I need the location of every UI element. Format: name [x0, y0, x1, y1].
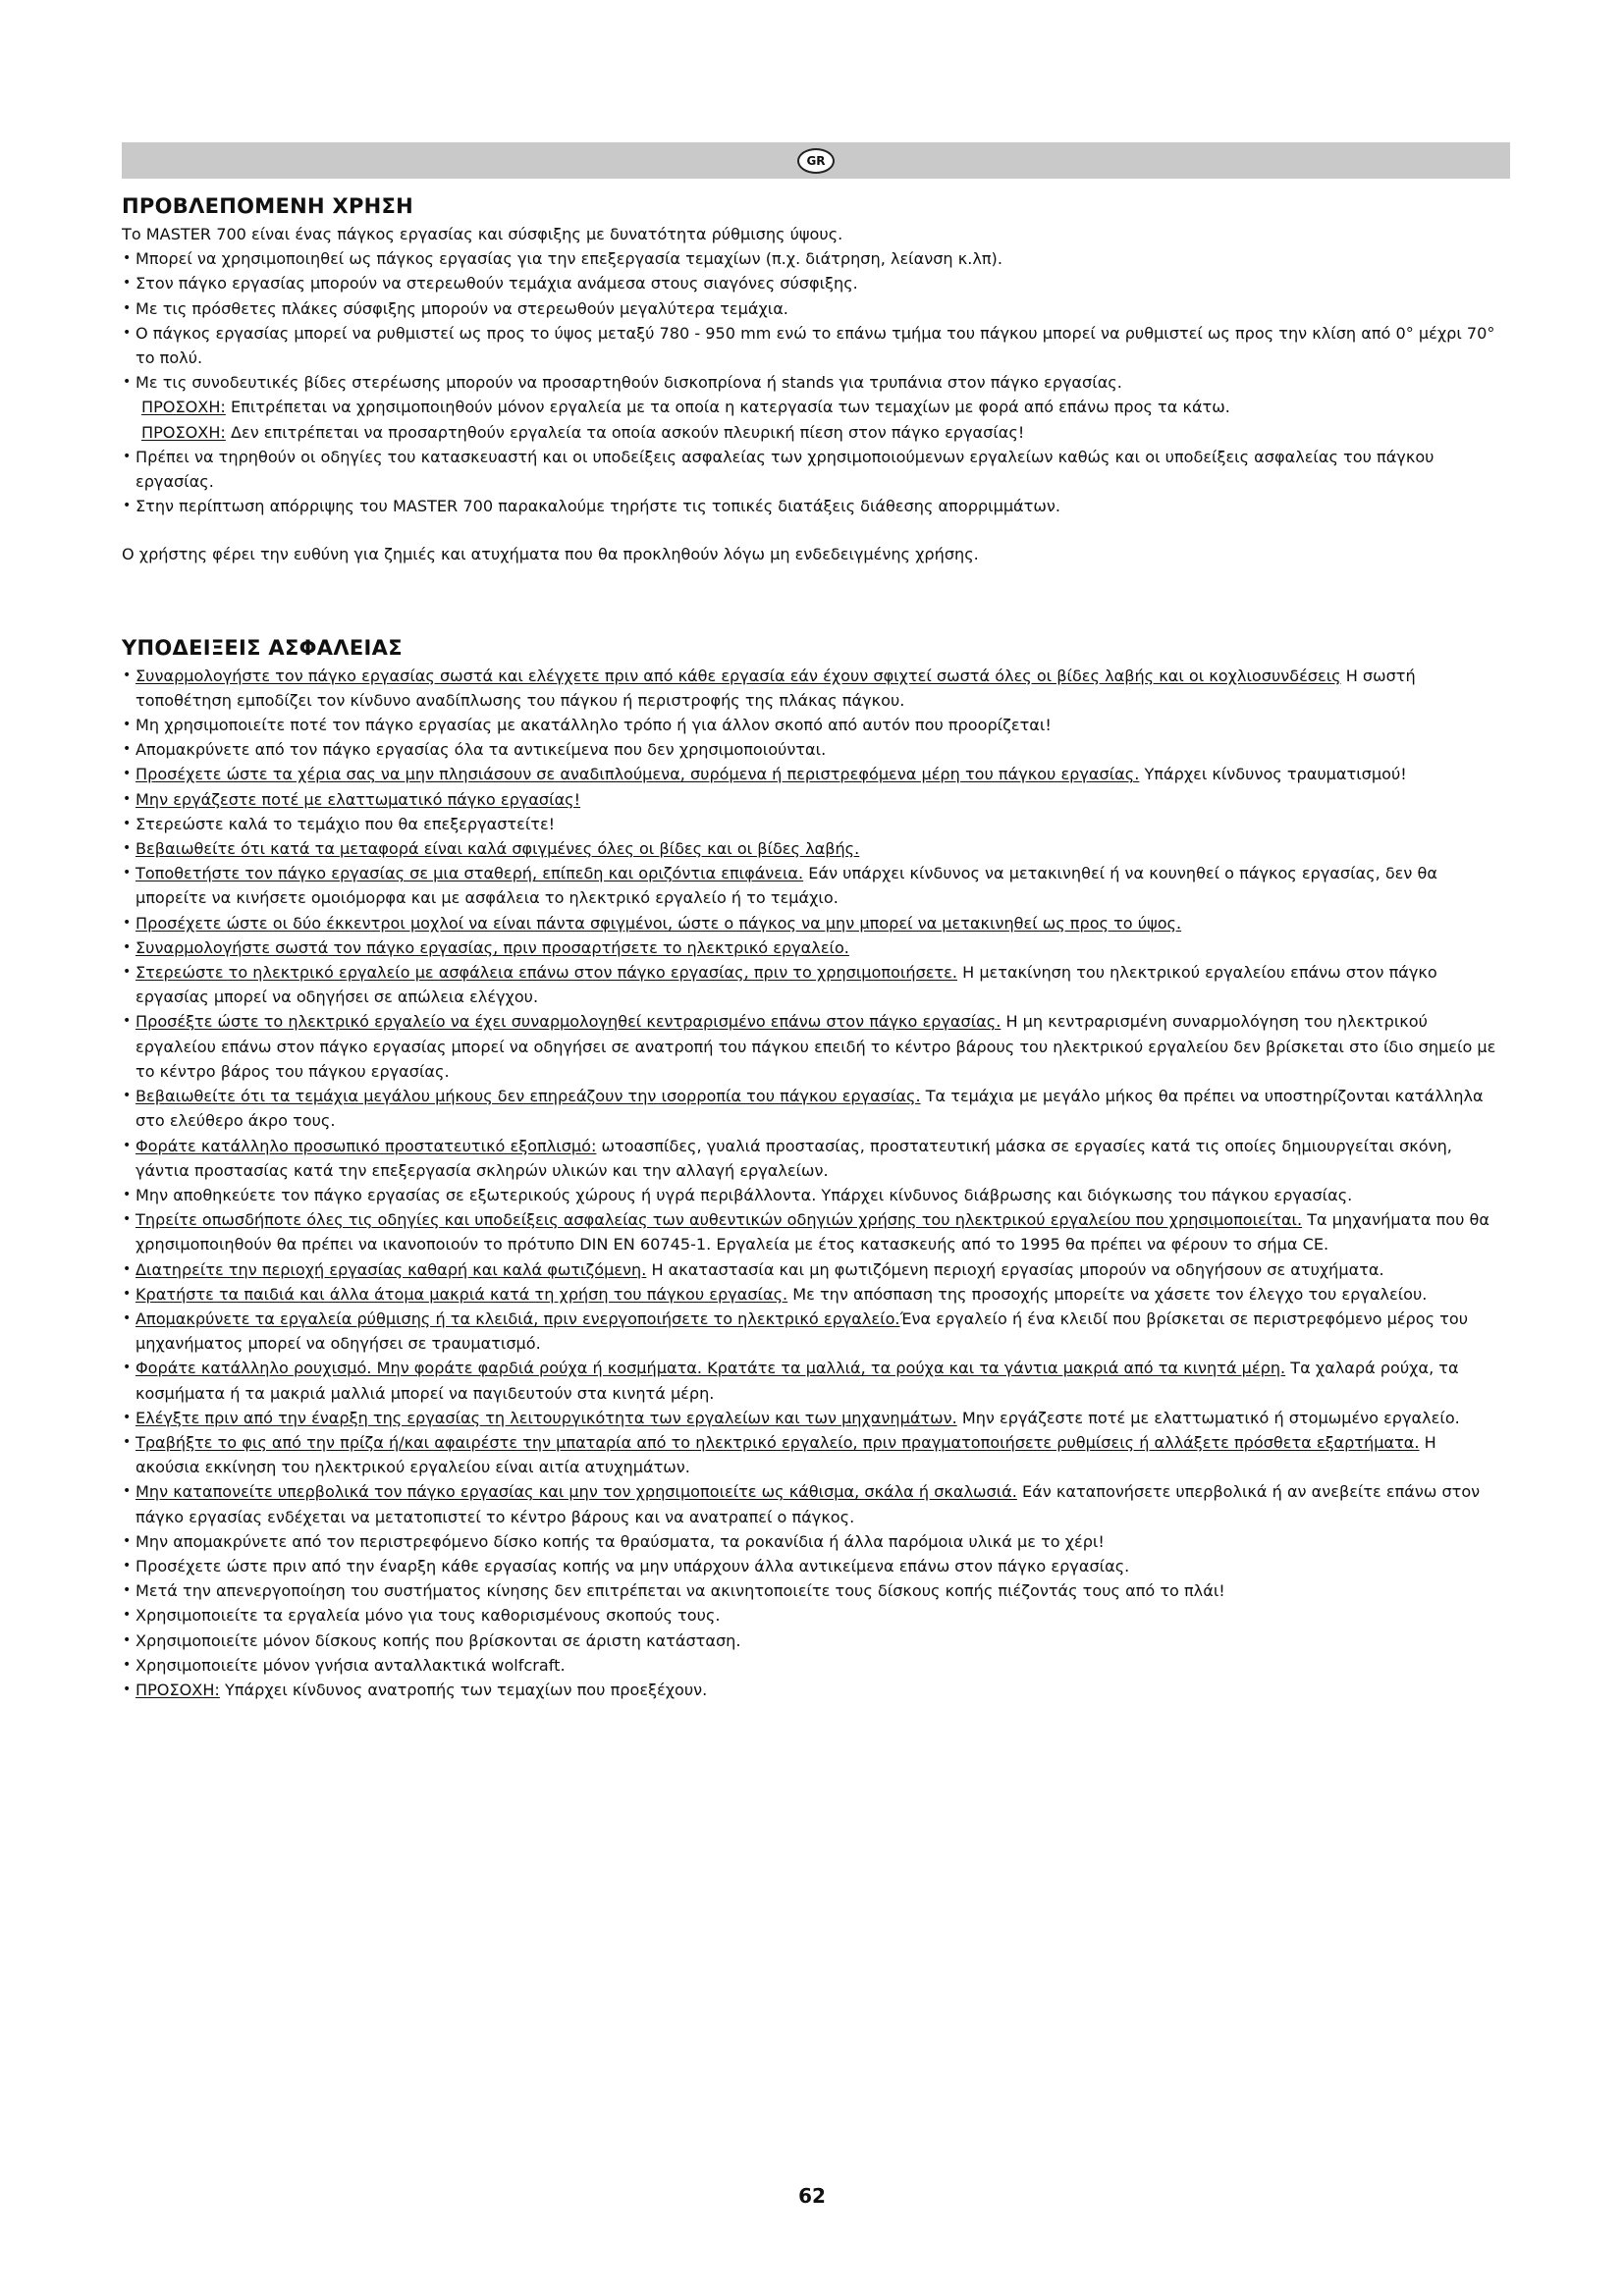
- section-title-safety: ΥΠΟΔΕΙΞΕΙΣ ΑΣΦΑΛΕΙΑΣ: [122, 635, 403, 660]
- safety-item-emphasis: Μην καταπονείτε υπερβολικά τον πάγκο εργασίας και μην τον χρησιμοποιείτε ως κάθισμα, σκάλα ή σκαλωσιά.: [135, 1482, 1017, 1502]
- safety-item-text: Τα τεμάχια με μεγάλο μήκος θα πρέπει να υποστηρίζονται κατάλληλα στο ελεύθερο άκρο τους.: [135, 1087, 1484, 1131]
- safety-item: [122, 1629, 1504, 1653]
- safety-item-text: Τα μηχανήματα που θα χρησιμοποιηθούν θα πρέπει να ικανοποιούν το πρότυπο DIN EN 60745-1. Εργαλεία με έτος κατασκευής από το 1995 θα πρέπει να φέρουν το σήμα CE.: [135, 1210, 1489, 1255]
- safety-item: [122, 1653, 1504, 1678]
- list-item: • Στην περίπτωση απόρριψης του MASTER 700 παρακαλούμε τηρήστε τις τοπικές διατάξεις διάθεσης απορριμμάτων.: [122, 494, 1504, 518]
- safety-item: [122, 812, 1504, 836]
- safety-item-emphasis: Βεβαιωθείτε ότι κατά τα μεταφορά είναι καλά σφιγμένες όλες οι βίδες και οι βίδες λαβής.: [135, 839, 860, 859]
- safety-item-text: Μην αποθηκεύετε τον πάγκο εργασίας σε εξωτερικούς χώρους ή υγρά περιβάλλοντα. Υπάρχει κίνδυνος διάβρωσης και διόγκωσης του πάγκου εργασίας.: [135, 1185, 1353, 1204]
- safety-item-text: Η μη κεντραρισμένη συναρμολόγηση του ηλεκτρικού εργαλείου επάνω στον πάγκο εργασίας μπορεί να οδηγήσει σε ανατροπή του πάγκου επειδή το κέντρο βάρους του ηλεκτρικού εργαλείου δεν βρίσκεται στο ίδιο σημείο με το κέντρο βάρος του πάγκου εργασίας.: [135, 1012, 1496, 1081]
- safety-item: [122, 664, 1504, 713]
- safety-item-emphasis: ΠΡΟΣΟΧΗ:: [135, 1680, 220, 1699]
- safety-item: [122, 1207, 1504, 1256]
- safety-item: [122, 713, 1504, 737]
- safety-item: [122, 911, 1504, 935]
- safety-item-text: Η ακαταστασία και μη φωτιζόμενη περιοχή εργασίας μπορούν να οδηγήσουν σε ατυχήματα.: [646, 1259, 1384, 1279]
- intended-use-list: [122, 246, 1504, 518]
- safety-item-text: Τα χαλαρά ρούχα, τα κοσμήματα ή τα μακριά μαλλιά μπορεί να παγιδευτούν στα κινητά μέρη.: [135, 1359, 1459, 1403]
- safety-item: [122, 1084, 1504, 1133]
- intro-paragraph: Το MASTER 700 είναι ένας πάγκος εργασίας και σύσφιξης με δυνατότητα ρύθμισης ύψους.: [122, 225, 843, 243]
- safety-item-emphasis: Μην εργάζεστε ποτέ με ελαττωματικό πάγκο εργασίας!: [135, 789, 581, 809]
- safety-item-text: Η σωστή τοποθέτηση εμποδίζει τον κίνδυνο αναδίπλωσης του πάγκου ή περιστροφής της πλάκας πάγκου.: [135, 666, 1416, 710]
- safety-item: [122, 737, 1504, 762]
- safety-item: [122, 1009, 1504, 1084]
- safety-item: [122, 1554, 1504, 1578]
- safety-item: [122, 1257, 1504, 1282]
- warning-label: ΠΡΟΣΟΧΗ:: [141, 398, 226, 417]
- safety-item-text: Χρησιμοποιείτε μόνον γνήσια ανταλλακτικά wolfcraft.: [135, 1655, 566, 1675]
- safety-item: [122, 935, 1504, 960]
- safety-item-emphasis: Φοράτε κατάλληλο προσωπικό προστατευτικό εξοπλισμό:: [135, 1136, 597, 1155]
- safety-item: [122, 1307, 1504, 1356]
- safety-item-text: Στερεώστε καλά το τεμάχιο που θα επεξεργαστείτε!: [135, 814, 556, 833]
- page-number: 62: [798, 2184, 826, 2208]
- safety-list: [122, 664, 1504, 1703]
- warning-label: ΠΡΟΣΟΧΗ:: [141, 422, 226, 442]
- safety-item-emphasis: Διατηρείτε την περιοχή εργασίας καθαρή και καλά φωτιζόμενη.: [135, 1259, 647, 1279]
- safety-item-text: Η μετακίνηση του ηλεκτρικού εργαλείου επάνω στον πάγκο εργασίας μπορεί να οδηγήσει σε απώλεια ελέγχου.: [135, 963, 1437, 1007]
- safety-item-text: Μην απομακρύνετε από τον περιστρεφόμενο δίσκο κοπής τα θραύσματα, τα ροκανίδια ή άλλα παρόμοια υλικά με το χέρι!: [135, 1531, 1105, 1551]
- safety-item: [122, 1678, 1504, 1702]
- safety-item-emphasis: Τραβήξτε το φις από την πρίζα ή/και αφαιρέστε την μπαταρία από το ηλεκτρικό εργαλείο, πριν πραγματοποιήσετε ρυθμίσεις ή αλλάξετε πρόσθετα εξαρτήματα.: [135, 1432, 1420, 1452]
- safety-item: [122, 1406, 1504, 1430]
- safety-item: [122, 1134, 1504, 1183]
- list-item: • Στον πάγκο εργασίας μπορούν να στερεωθούν τεμάχια ανάμεσα στους σιαγόνες σύσφιξης.: [122, 271, 1504, 295]
- safety-item-text: Χρησιμοποιείτε μόνον δίσκους κοπής που βρίσκονται σε άριστη κατάσταση.: [135, 1630, 741, 1650]
- liability-paragraph: Ο χρήστης φέρει την ευθύνη για ζημιές και ατυχήματα που θα προκληθούν λόγω μη ενδεδειγμένης χρήσης.: [122, 545, 979, 564]
- header-bar: [122, 142, 1510, 179]
- safety-item-text: Χρησιμοποιείτε τα εργαλεία μόνο για τους καθορισμένους σκοπούς τους.: [135, 1606, 721, 1626]
- safety-item-emphasis: Φοράτε κατάλληλο ρουχισμό. Μην φοράτε φαρδιά ρούχα ή κοσμήματα. Κρατάτε τα μαλλιά, τα ρούχα και τα γάντια μακριά από τα κινητά μέρη.: [135, 1359, 1286, 1378]
- safety-item-emphasis: Ελέγξτε πριν από την έναρξη της εργασίας τη λειτουργικότητα των εργαλείων και των μηχανημάτων.: [135, 1408, 957, 1427]
- list-item: • Με τις συνοδευτικές βίδες στερέωσης μπορούν να προσαρτηθούν δισκοπρίονα ή stands για τρυπάνια στον πάγκο εργασίας.: [122, 370, 1504, 395]
- safety-item-emphasis: Απομακρύνετε τα εργαλεία ρύθμισης ή τα κλειδιά, πριν ενεργοποιήσετε το ηλεκτρικό εργαλείο.: [135, 1308, 900, 1328]
- safety-item-emphasis: Συναρμολογήστε τον πάγκο εργασίας σωστά και ελέγχετε πριν από κάθε εργασία εάν έχουν σφιχτεί σωστά όλες οι βίδες λαβής και οι κοχλιοσυνδέσεις: [135, 666, 1341, 685]
- safety-item: [122, 1529, 1504, 1554]
- safety-item-emphasis: Προσέχετε ώστε οι δύο έκκεντροι μοχλοί να είναι πάντα σφιγμένοι, ώστε ο πάγκος να μην μπορεί να μετακινηθεί ως προς το ύψος.: [135, 913, 1182, 933]
- warning-text: Δεν επιτρέπεται να προσαρτηθούν εργαλεία τα οποία ασκούν πλευρική πίεση στον πάγκο εργασίας!: [225, 422, 1025, 442]
- section-title-intended-use: ΠΡΟΒΛΕΠΟΜΕΝΗ ΧΡΗΣΗ: [122, 194, 414, 218]
- list-item: • Πρέπει να τηρηθούν οι οδηγίες του κατασκευαστή και οι υποδείξεις ασφαλείας των χρησιμοποιούμενων εργαλείων καθώς και οι υποδείξεις ασφαλείας του πάγκου εργασίας.: [122, 445, 1504, 494]
- safety-item-emphasis: Προσέχετε ώστε τα χέρια σας να μην πλησιάσουν σε αναδιπλούμενα, συρόμενα ή περιστρεφόμενα μέρη του πάγκου εργασίας.: [135, 765, 1140, 784]
- safety-item-text: Μετά την απενεργοποίηση του συστήματος κίνησης δεν επιτρέπεται να ακινητοποιείτε τους δίσκους κοπής πιέζοντάς τους από το πλάι!: [135, 1581, 1225, 1601]
- safety-item-text: Ένα εργαλείο ή ένα κλειδί που βρίσκεται σε περιστρεφόμενο μέρος του μηχανήματος μπορεί να οδηγήσει σε τραυματισμό.: [135, 1308, 1469, 1354]
- safety-item: [122, 762, 1504, 786]
- warning-line: [122, 395, 1504, 419]
- safety-item: [122, 787, 1504, 812]
- safety-item: [122, 1603, 1504, 1628]
- safety-item-text: Μην εργάζεστε ποτέ με ελαττωματικό ή στομωμένο εργαλείο.: [956, 1408, 1460, 1427]
- safety-item: [122, 1356, 1504, 1405]
- safety-item-text: Εάν υπάρχει κίνδυνος να μετακινηθεί ή να κουνηθεί ο πάγκος εργασίας, δεν θα μπορείτε να κινήσετε ομοιόμορφα και με ασφάλεια το ηλεκτρικό εργαλείο ή το τεμάχιο.: [135, 864, 1437, 908]
- safety-item-emphasis: Κρατήστε τα παιδιά και άλλα άτομα μακριά κατά τη χρήση του πάγκου εργασίας.: [135, 1284, 788, 1304]
- safety-item-emphasis: Τοποθετήστε τον πάγκο εργασίας σε μια σταθερή, επίπεδη και οριζόντια επιφάνεια.: [135, 864, 804, 883]
- list-item: • Μπορεί να χρησιμοποιηθεί ως πάγκος εργασίας για την επεξεργασία τεμαχίων (π.χ. διάτρηση, λείανση κ.λπ).: [122, 246, 1504, 271]
- safety-item-emphasis: Συναρμολογήστε σωστά τον πάγκο εργασίας, πριν προσαρτήσετε το ηλεκτρικό εργαλείο.: [135, 937, 849, 957]
- safety-item-text: Εάν καταπονήσετε υπερβολικά ή αν ανεβείτε επάνω στον πάγκο εργασίας ενδέχεται να μετατοπιστεί το κέντρο βάρους και να ανατραπεί ο πάγκος.: [135, 1482, 1481, 1526]
- list-item: • Με τις πρόσθετες πλάκες σύσφιξης μπορούν να στερεωθούν μεγαλύτερα τεμάχια.: [122, 296, 1504, 321]
- safety-item: [122, 1578, 1504, 1603]
- safety-item-emphasis: Στερεώστε το ηλεκτρικό εργαλείο με ασφάλεια επάνω στον πάγκο εργασίας, πριν το χρησιμοποιήσετε.: [135, 963, 957, 983]
- safety-item: [122, 960, 1504, 1009]
- safety-item: [122, 1282, 1504, 1307]
- safety-item-emphasis: Τηρείτε οπωσδήποτε όλες τις οδηγίες και υποδείξεις ασφαλείας των αυθεντικών οδηγιών χρήσης του ηλεκτρικού εργαλείου που χρησιμοποιείται.: [135, 1210, 1303, 1230]
- safety-item: [122, 1479, 1504, 1528]
- warning-line: [122, 420, 1504, 445]
- safety-item-emphasis: Βεβαιωθείτε ότι τα τεμάχια μεγάλου μήκους δεν επηρεάζουν την ισορροπία του πάγκου εργασίας.: [135, 1087, 921, 1106]
- safety-item: [122, 836, 1504, 861]
- safety-item: [122, 1430, 1504, 1479]
- content: [122, 194, 1504, 1702]
- warning-text: Επιτρέπεται να χρησιμοποιηθούν μόνον εργαλεία με τα οποία η κατεργασία των τεμαχίων με φορά από επάνω προς τα κάτω.: [225, 398, 1230, 417]
- safety-item-text: Απομακρύνετε από τον πάγκο εργασίας όλα τα αντικείμενα που δεν χρησιμοποιούνται.: [135, 740, 827, 760]
- safety-item-emphasis: Προσέξτε ώστε το ηλεκτρικό εργαλείο να έχει συναρμολογηθεί κεντραρισμένο επάνω στον πάγκο εργασίας.: [135, 1012, 1001, 1032]
- safety-item-text: Προσέχετε ώστε πριν από την έναρξη κάθε εργασίας κοπής να μην υπάρχουν άλλα αντικείμενα επάνω στον πάγκο εργασίας.: [135, 1556, 1130, 1575]
- safety-item-text: ωτοασπίδες, γυαλιά προστασίας, προστατευτική μάσκα σε εργασίες κατά τις οποίες δημιουργείται σκόνη, γάντια προστασίας κατά την επεξεργασία σκληρών υλικών και την αλλαγή εργαλείων.: [135, 1136, 1452, 1180]
- safety-item: [122, 861, 1504, 910]
- safety-item-text: Με την απόσπαση της προσοχής μπορείτε να χάσετε τον έλεγχο του εργαλείου.: [787, 1284, 1428, 1304]
- safety-item-text: Υπάρχει κίνδυνος τραυματισμού!: [1139, 765, 1407, 784]
- list-item: • Ο πάγκος εργασίας μπορεί να ρυθμιστεί ως προς το ύψος μεταξύ 780 - 950 mm ενώ το επάνω τμήμα του πάγκου μπορεί να ρυθμιστεί ως προς την κλίση από 0° μέχρι 70° το πολύ.: [122, 321, 1504, 370]
- safety-item-text: Η ακούσια εκκίνηση του ηλεκτρικού εργαλείου είναι αιτία ατυχημάτων.: [135, 1432, 1436, 1477]
- safety-item-text: Μη χρησιμοποιείτε ποτέ τον πάγκο εργασίας με ακατάλληλο τρόπο ή για άλλον σκοπό από αυτόν που προορίζεται!: [135, 716, 1052, 735]
- safety-item-text: Υπάρχει κίνδυνος ανατροπής των τεμαχίων που προεξέχουν.: [219, 1680, 708, 1699]
- safety-item: [122, 1183, 1504, 1207]
- language-badge: GR: [797, 148, 835, 174]
